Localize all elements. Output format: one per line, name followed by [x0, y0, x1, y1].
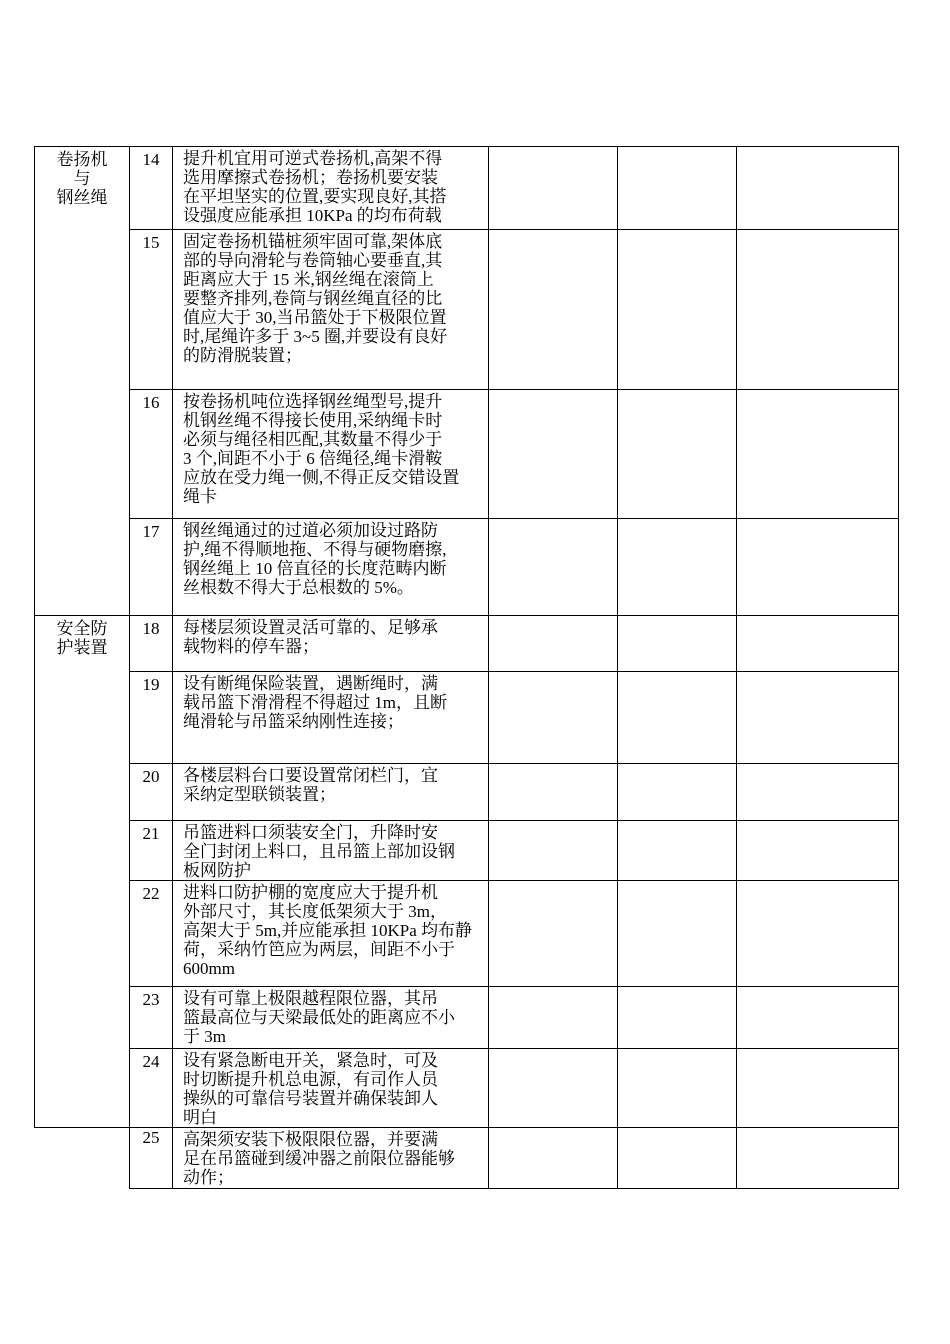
category-cell-safety-devices	[35, 616, 130, 1128]
category-label: 卷扬机	[56, 150, 108, 169]
blank-cell	[489, 147, 618, 230]
row-number: 14	[130, 147, 173, 230]
blank-cell	[489, 230, 618, 390]
requirement-text: 固定卷扬机锚桩须牢固可靠,架体底 部的导向滑轮与卷筒轴心要垂直,其 距离应大于 15 米,钢丝绳在滚筒上 要整齐排列,卷筒与钢丝绳直径的比 值应大于 30,当吊篮处于下极限位置 时,尾绳许多于 3~5 圈,并要设有良好 的防滑脱装置；	[173, 230, 489, 390]
inspection-table	[34, 146, 899, 1189]
category-label: 钢丝绳	[56, 188, 108, 207]
blank-cell	[618, 230, 737, 390]
blank-cell	[737, 1128, 899, 1189]
table-row	[35, 519, 899, 616]
blank-cell	[618, 616, 737, 672]
table-row	[35, 672, 899, 764]
row-number: 17	[130, 519, 173, 616]
blank-cell	[618, 764, 737, 821]
row-number: 19	[130, 672, 173, 764]
row-number: 22	[130, 881, 173, 987]
requirement-text: 每楼层须设置灵活可靠的、足够承 载物料的停车器；	[173, 616, 489, 672]
table-row	[35, 821, 899, 881]
row-number: 18	[130, 616, 173, 672]
table-row	[35, 764, 899, 821]
row-number: 16	[130, 390, 173, 519]
blank-cell	[737, 821, 899, 881]
requirement-text: 设有可靠上极限越程限位器，其吊 篮最高位与天梁最低处的距离应不小 于 3m	[173, 987, 489, 1049]
table-row	[35, 1128, 899, 1189]
blank-cell	[489, 821, 618, 881]
blank-cell	[489, 764, 618, 821]
blank-cell	[737, 1049, 899, 1128]
requirement-text: 高架须安装下极限限位器，并要满 足在吊篮碰到缓冲器之前限位器能够 动作；	[173, 1128, 489, 1189]
requirement-text: 设有紧急断电开关，紧急时，可及 时切断提升机总电源，有司作人员 操纵的可靠信号装置并确保装卸人 明白	[173, 1049, 489, 1128]
blank-cell	[618, 672, 737, 764]
blank-cell	[618, 1049, 737, 1128]
category-cell-winch-wire-rope	[35, 147, 130, 616]
requirement-text: 提升机宜用可逆式卷扬机,高架不得 选用摩擦式卷扬机；卷扬机要安装 在平坦坚实的位置,要实现良好,其搭 设强度应能承担 10KPa 的均布荷载	[173, 147, 489, 230]
row-number: 20	[130, 764, 173, 821]
table-row	[35, 616, 899, 672]
blank-cell	[618, 519, 737, 616]
table-row	[35, 881, 899, 987]
table-row	[35, 147, 899, 230]
category-cell-empty	[35, 1128, 130, 1189]
table-row	[35, 1049, 899, 1128]
blank-cell	[737, 672, 899, 764]
blank-cell	[737, 764, 899, 821]
blank-cell	[489, 1128, 618, 1189]
blank-cell	[489, 519, 618, 616]
table-row	[35, 987, 899, 1049]
category-label: 护装置	[56, 638, 108, 657]
blank-cell	[737, 230, 899, 390]
requirement-text: 钢丝绳通过的过道必须加设过路防 护,绳不得顺地拖、不得与硬物磨擦, 钢丝绳上 10 倍直径的长度范畴内断 丝根数不得大于总根数的 5%。	[173, 519, 489, 616]
blank-cell	[737, 147, 899, 230]
row-number: 15	[130, 230, 173, 390]
blank-cell	[737, 616, 899, 672]
requirement-text: 进料口防护棚的宽度应大于提升机 外部尺寸，其长度低架须大于 3m， 高架大于 5m,并应能承担 10KPa 均布静 荷，采纳竹笆应为两层，间距不小于 600mm	[173, 881, 489, 987]
blank-cell	[489, 881, 618, 987]
category-label: 与	[73, 169, 91, 188]
blank-cell	[618, 881, 737, 987]
requirement-text: 吊篮进料口须装安全门，升降时安 全门封闭上料口，且吊篮上部加设钢 板网防护	[173, 821, 489, 881]
requirement-text: 设有断绳保险装置，遇断绳时，满 载吊篮下滑滑程不得超过 1m，且断 绳滑轮与吊篮采纳刚性连接；	[173, 672, 489, 764]
table-row	[35, 230, 899, 390]
blank-cell	[618, 390, 737, 519]
requirement-text: 按卷扬机吨位选择钢丝绳型号,提升 机钢丝绳不得接长使用,采纳绳卡时 必须与绳径相匹配,其数量不得少于 3 个,间距不小于 6 倍绳径,绳卡滑鞍 应放在受力绳一侧,不得正反交错设置 绳卡	[173, 390, 489, 519]
requirement-text: 各楼层料台口要设置常闭栏门，宜 采纳定型联锁装置；	[173, 764, 489, 821]
blank-cell	[737, 881, 899, 987]
blank-cell	[737, 390, 899, 519]
blank-cell	[618, 821, 737, 881]
blank-cell	[618, 987, 737, 1049]
table-row	[35, 390, 899, 519]
blank-cell	[618, 1128, 737, 1189]
row-number: 25	[130, 1128, 173, 1189]
blank-cell	[618, 147, 737, 230]
blank-cell	[489, 987, 618, 1049]
row-number: 23	[130, 987, 173, 1049]
row-number: 21	[130, 821, 173, 881]
row-number: 24	[130, 1049, 173, 1128]
blank-cell	[489, 390, 618, 519]
blank-cell	[489, 616, 618, 672]
category-label: 安全防	[56, 619, 108, 638]
blank-cell	[489, 1049, 618, 1128]
blank-cell	[737, 987, 899, 1049]
blank-cell	[489, 672, 618, 764]
blank-cell	[737, 519, 899, 616]
